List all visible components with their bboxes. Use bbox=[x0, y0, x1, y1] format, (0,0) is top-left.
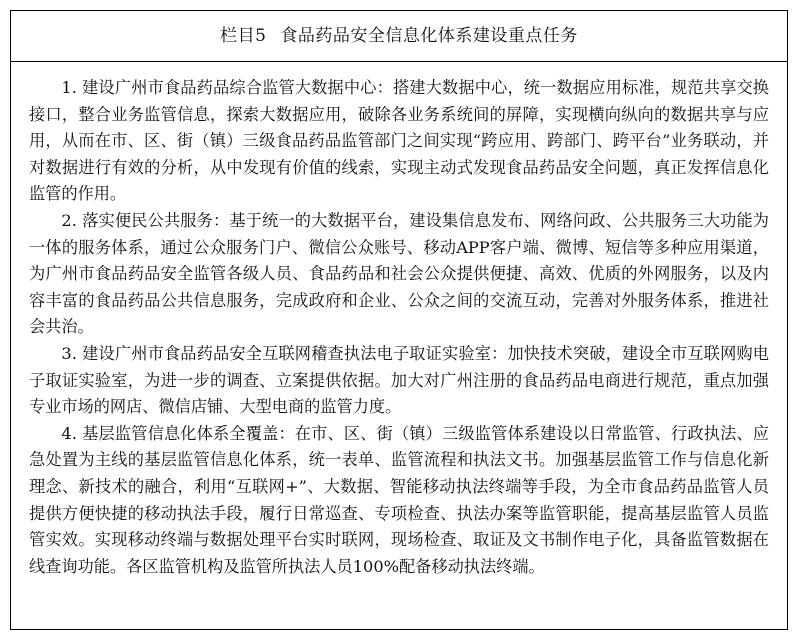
task-item-2: 2. 落实便民公共服务：基于统一的大数据平台，建设集信息发布、网络问政、公共服务三大功能为一体的服务体系，通过公众服务门户、微信公众账号、移动APP客户端、微博、短信等多种应用渠道，为广州市食品药品安全监管各级人员、食品药品和社会公众提供便捷、高效、优质的外网服务，以及内容丰富的食品药品公共信息服务，完成政府和企业、公众之间的交流互动，完善对外服务体系，推进社会共治。 bbox=[29, 210, 769, 337]
box-body bbox=[29, 75, 769, 580]
box-label: 栏目5 bbox=[220, 26, 267, 46]
title-divider bbox=[11, 61, 787, 62]
task-item-3: 3. 建设广州市食品药品安全互联网稽查执法电子取证实验室：加快技术突破，建设全市互联网购电子取证实验室，为进一步的调查、立案提供依据。加大对广州注册的食品药品电商进行规范，重点加强专业市场的网店、微信店铺、大型电商的监管力度。 bbox=[29, 343, 769, 417]
box-title bbox=[11, 11, 787, 61]
box-title-text: 食品药品安全信息化体系建设重点任务 bbox=[280, 26, 578, 46]
text-box-frame bbox=[10, 10, 788, 630]
task-item-4: 4. 基层监管信息化体系全覆盖：在市、区、街（镇）三级监管体系建设以日常监管、行政执法、应急处置为主线的基层监管信息化体系，统一表单、监管流程和执法文书。加强基层监管工作与信息化新理念、新技术的融合，利用“互联网+”、大数据、智能移动执法终端等手段，为全市食品药品监管人员提供方便快捷的移动执法手段，履行日常巡查、专项检查、执法办案等监管职能，提高基层监管人员监管实效。实现移动终端与数据处理平台实时联网，现场检查、取证及文书制作电子化，具备监管数据在线查询功能。各区监管机构及监管所执法人员100%配备移动执法终端。 bbox=[29, 423, 769, 576]
task-item-1: 1. 建设广州市食品药品综合监管大数据中心：搭建大数据中心，统一数据应用标准，规范共享交换接口，整合业务监管信息，探索大数据应用，破除各业务系统间的屏障，实现横向纵向的数据共享与应用，从而在市、区、街（镇）三级食品药品监管部门之间实现“跨应用、跨部门、跨平台”业务联动，并对数据进行有效的分析，从中发现有价值的线索，实现主动式发现食品药品安全问题，真正发挥信息化监管的作用。 bbox=[29, 78, 769, 204]
